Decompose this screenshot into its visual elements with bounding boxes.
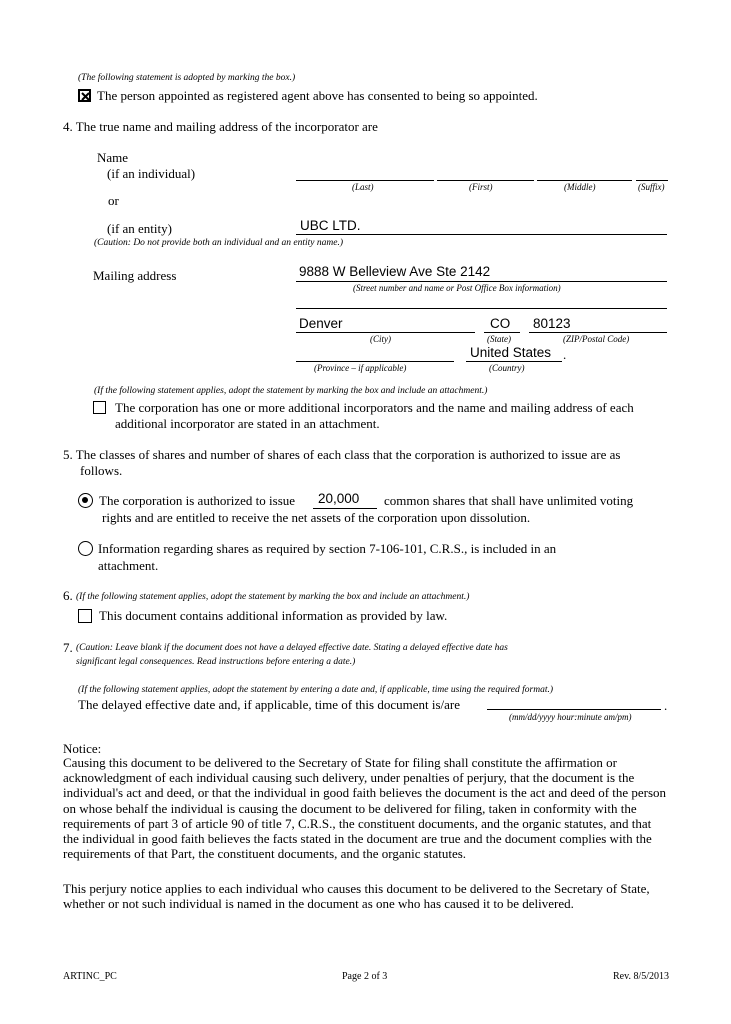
country-period: . bbox=[563, 347, 567, 362]
province-field[interactable] bbox=[296, 361, 454, 362]
entity-name-value: UBC LTD. bbox=[300, 218, 361, 233]
delayed-effective-date-field[interactable] bbox=[487, 709, 661, 710]
name-label: Name bbox=[97, 150, 129, 165]
section4-heading: 4. The true name and mailing address of the incorporator are bbox=[63, 119, 378, 134]
consent-note: (The following statement is adopted by marking the box.) bbox=[78, 73, 296, 83]
additional-incorporators-checkbox[interactable] bbox=[93, 401, 106, 414]
section7-note: (If the following statement applies, adopt the statement by entering a date and, if applicable, time using the required format.) bbox=[78, 685, 554, 695]
section7-text: The delayed effective date and, if applicable, time of this document is/are bbox=[78, 697, 461, 712]
city-value: Denver bbox=[299, 316, 343, 331]
checkmark-x-icon bbox=[80, 91, 93, 104]
section5-heading-line2: follows. bbox=[80, 463, 123, 478]
consent-text: The person appointed as registered agent above has consented to being so appointed. bbox=[97, 88, 538, 103]
country-label: (Country) bbox=[489, 363, 525, 373]
middle-name-field[interactable] bbox=[537, 180, 632, 181]
or-label: or bbox=[108, 193, 119, 208]
footer-page-number: Page 2 of 3 bbox=[342, 971, 388, 982]
first-name-field[interactable] bbox=[437, 180, 534, 181]
section7-number: 7. bbox=[63, 640, 73, 655]
first-label: (First) bbox=[469, 182, 493, 192]
street-field[interactable] bbox=[296, 281, 667, 282]
middle-label: (Middle) bbox=[564, 182, 596, 192]
additional-incorporators-line1: The corporation has one or more additional incorporators and the name and mailing address of each bbox=[115, 400, 634, 415]
notice-paragraph-1: Causing this document to be delivered to the Secretary of State for filing shall constitute the affirmation or acknowledgment of each individual causing such delivery, under penalties of perjury, that the document is the individual's act and deed, or that the individual in good faith believes the document is the act and deed of the person on whose behalf the individual is causing the document to be delivered for filing, taken in conformity with the requirements of part 3 of article 90 of title 7, C.R.S., the constituent documents, and the organic statutes, and that the individual in good faith believes the facts stated in the document are true and the document complies with the requirements of that Part, the constituent documents, and the organic statutes. bbox=[63, 755, 667, 862]
section7-caution-line1: (Caution: Leave blank if the document does not have a delayed effective date. Stating a delayed effective date has bbox=[76, 643, 508, 653]
street-label: (Street number and name or Post Office Box information) bbox=[353, 283, 561, 293]
state-value: CO bbox=[490, 316, 511, 331]
consent-checkbox[interactable] bbox=[78, 89, 91, 102]
section5-heading-line1: 5. The classes of shares and number of shares of each class that the corporation is authorized to issue are as bbox=[63, 447, 621, 462]
city-field[interactable] bbox=[296, 332, 475, 333]
suffix-label: (Suffix) bbox=[638, 182, 665, 192]
section7-caution-line2: significant legal consequences. Read instructions before entering a date.) bbox=[76, 657, 356, 667]
state-field[interactable] bbox=[484, 332, 520, 333]
mailing-address-label: Mailing address bbox=[93, 268, 177, 283]
zip-value: 80123 bbox=[533, 316, 571, 331]
city-label: (City) bbox=[370, 334, 391, 344]
shares-option2-radio[interactable] bbox=[78, 541, 93, 556]
shares-option2-line2: attachment. bbox=[98, 558, 159, 573]
section6-note: (If the following statement applies, adopt the statement by marking the box and include an attachment.) bbox=[76, 592, 470, 602]
shares-option1-radio[interactable] bbox=[78, 493, 93, 508]
shares-option1-pre: The corporation is authorized to issue bbox=[99, 493, 296, 508]
country-value: United States bbox=[470, 345, 552, 360]
additional-incorporators-line2: additional incorporator are stated in an attachment. bbox=[115, 416, 380, 431]
state-label: (State) bbox=[487, 334, 511, 344]
notice-paragraph-2: This perjury notice applies to each individual who causes this document to be delivered to the Secretary of State, whether or not such individual is named in the document as one who has caused it to be delivered. bbox=[63, 881, 650, 912]
if-entity-label: (if an entity) bbox=[107, 221, 172, 236]
notice-title: Notice: bbox=[63, 741, 102, 756]
if-individual-label: (if an individual) bbox=[107, 166, 196, 181]
date-format-label: (mm/dd/yyyy hour:minute am/pm) bbox=[509, 712, 632, 722]
entity-name-field[interactable] bbox=[296, 234, 667, 235]
shares-option1-line2: rights and are entitled to receive the net assets of the corporation upon dissolution. bbox=[102, 510, 531, 525]
additional-incorporators-note: (If the following statement applies, adopt the statement by marking the box and include an attachment.) bbox=[94, 386, 488, 396]
footer-form-id: ARTINC_PC bbox=[63, 971, 117, 982]
shares-count-value: 20,000 bbox=[318, 491, 360, 506]
additional-information-checkbox[interactable] bbox=[78, 609, 92, 623]
radio-selected-dot-icon bbox=[82, 497, 88, 503]
section7-period: . bbox=[664, 698, 668, 713]
zip-label: (ZIP/Postal Code) bbox=[563, 334, 630, 344]
shares-count-field[interactable] bbox=[313, 508, 377, 509]
zip-field[interactable] bbox=[529, 332, 667, 333]
section6-number: 6. bbox=[63, 588, 73, 603]
suffix-field[interactable] bbox=[636, 180, 668, 181]
entity-caution: (Caution: Do not provide both an individual and an entity name.) bbox=[94, 238, 343, 248]
last-name-field[interactable] bbox=[296, 180, 434, 181]
last-label: (Last) bbox=[352, 182, 374, 192]
section6-text: This document contains additional information as provided by law. bbox=[99, 608, 448, 623]
street-line-2-field[interactable] bbox=[296, 308, 667, 309]
shares-option2-line1: Information regarding shares as required by section 7-106-101, C.R.S., is included in an bbox=[98, 541, 557, 556]
province-label: (Province – if applicable) bbox=[314, 363, 407, 373]
street-value: 9888 W Belleview Ave Ste 2142 bbox=[299, 264, 491, 279]
shares-option1-post: common shares that shall have unlimited voting bbox=[384, 493, 634, 508]
footer-revision: Rev. 8/5/2013 bbox=[613, 971, 670, 982]
country-field[interactable] bbox=[466, 361, 562, 362]
